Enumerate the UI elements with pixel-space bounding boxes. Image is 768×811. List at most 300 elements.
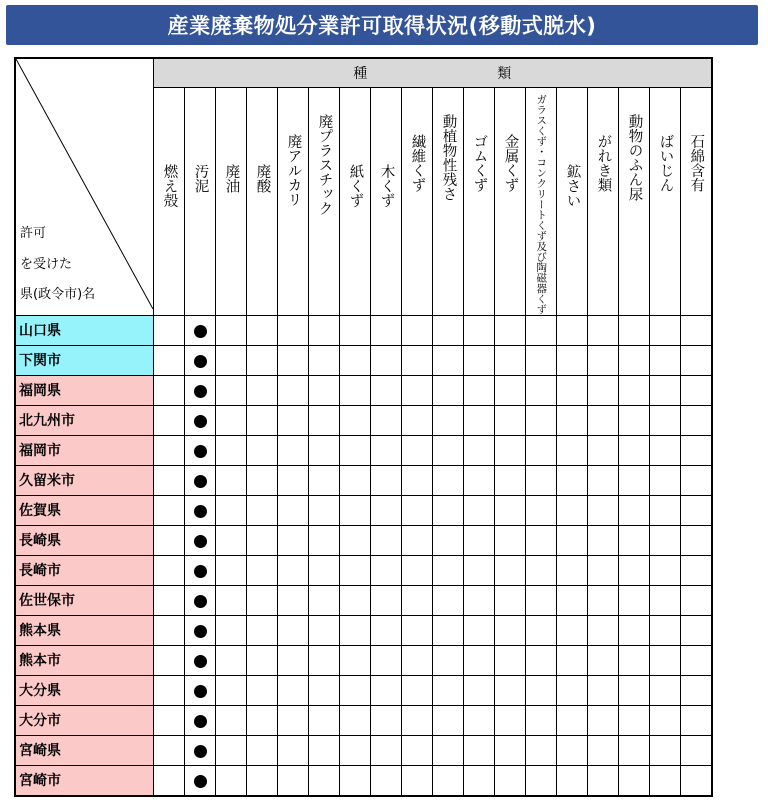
category-label: ばいじん [657, 134, 674, 192]
permit-cell [185, 315, 216, 345]
permit-cell [278, 375, 309, 405]
permit-cell [402, 525, 433, 555]
permit-cell [402, 495, 433, 525]
permit-cell [650, 585, 681, 615]
permit-cell [309, 495, 340, 525]
permit-cell [216, 465, 247, 495]
category-label: 燃え殻 [161, 164, 178, 208]
permit-cell [433, 345, 464, 375]
permit-cell [557, 645, 588, 675]
permit-cell [526, 675, 557, 705]
permit-cell [619, 555, 650, 585]
permit-cell [588, 555, 619, 585]
category-header [278, 88, 309, 316]
permit-cell [464, 525, 495, 555]
permit-cell [185, 525, 216, 555]
permit-cell [371, 675, 402, 705]
category-label: 金属くず [502, 134, 519, 192]
permit-cell [464, 765, 495, 796]
permit-cell [216, 705, 247, 735]
permit-cell [402, 375, 433, 405]
permit-cell [464, 435, 495, 465]
permit-cell [402, 615, 433, 645]
prefecture-name: 下関市 [15, 345, 154, 375]
permit-cell [154, 375, 185, 405]
permit-cell [464, 615, 495, 645]
permit-cell [402, 345, 433, 375]
permit-cell [619, 645, 650, 675]
permit-cell [619, 315, 650, 345]
permit-cell [185, 585, 216, 615]
permit-cell [402, 705, 433, 735]
permit-cell [278, 705, 309, 735]
permit-cell [371, 555, 402, 585]
permit-cell [340, 735, 371, 765]
permit-cell [402, 585, 433, 615]
permit-cell [216, 525, 247, 555]
permit-cell [588, 345, 619, 375]
permit-cell [619, 375, 650, 405]
permit-cell [495, 705, 526, 735]
permit-cell [402, 555, 433, 585]
permit-mark [194, 415, 207, 428]
permit-cell [278, 405, 309, 435]
permit-cell [247, 645, 278, 675]
permit-cell [619, 435, 650, 465]
permit-cell [154, 645, 185, 675]
permit-cell [464, 645, 495, 675]
permit-mark [194, 625, 207, 638]
permit-cell [557, 585, 588, 615]
permit-cell [216, 495, 247, 525]
category-label: 動植物性残さ [440, 114, 457, 201]
permit-cell [402, 675, 433, 705]
permit-cell [371, 465, 402, 495]
permit-cell [278, 585, 309, 615]
permit-cell [464, 345, 495, 375]
permit-cell [402, 435, 433, 465]
permit-cell [216, 765, 247, 796]
permit-cell [154, 555, 185, 585]
permit-cell [185, 345, 216, 375]
permit-cell [371, 315, 402, 345]
permit-cell [619, 585, 650, 615]
permit-cell [619, 495, 650, 525]
permit-cell [681, 465, 712, 495]
permit-cell [278, 465, 309, 495]
group-header-right: 類 [497, 66, 512, 82]
permit-cell [247, 345, 278, 375]
permit-cell [681, 315, 712, 345]
permit-cell [433, 555, 464, 585]
permit-mark [194, 565, 207, 578]
permit-cell [154, 435, 185, 465]
title-banner [6, 5, 758, 45]
permit-cell [650, 735, 681, 765]
permit-cell [433, 495, 464, 525]
permit-cell [247, 495, 278, 525]
permit-cell [681, 405, 712, 435]
permit-cell [681, 495, 712, 525]
permit-cell [309, 315, 340, 345]
permit-cell [216, 615, 247, 645]
permit-cell [588, 375, 619, 405]
permit-mark [194, 655, 207, 668]
permit-cell [371, 585, 402, 615]
permit-cell [371, 705, 402, 735]
permit-cell [681, 435, 712, 465]
permit-cell [340, 615, 371, 645]
category-label: ガラスくず・コンクリートくず及び陶磁器くず [535, 94, 548, 315]
permit-mark [194, 745, 207, 758]
permit-cell [278, 495, 309, 525]
permit-mark [194, 475, 207, 488]
permit-cell [495, 585, 526, 615]
table-row [15, 345, 712, 375]
permit-mark [194, 505, 207, 518]
category-label: ゴムくず [471, 134, 488, 192]
permit-cell [154, 675, 185, 705]
permit-cell [557, 375, 588, 405]
permit-table [14, 57, 713, 797]
permit-cell [495, 495, 526, 525]
corner-label-line2: を受けた [20, 257, 73, 272]
category-header [433, 88, 464, 316]
category-header [650, 88, 681, 316]
permit-cell [309, 675, 340, 705]
permit-cell [247, 525, 278, 555]
permit-cell [340, 645, 371, 675]
permit-cell [588, 645, 619, 675]
permit-cell [309, 405, 340, 435]
prefecture-name: 熊本県 [15, 615, 154, 645]
permit-cell [619, 675, 650, 705]
prefecture-name: 山口県 [15, 315, 154, 345]
corner-label-line1: 許可 [20, 226, 47, 241]
page-title: 産業廃棄物処分業許可取得状況(移動式脱水) [167, 14, 597, 38]
table-row [15, 675, 712, 705]
permit-cell [402, 735, 433, 765]
permit-cell [433, 735, 464, 765]
permit-cell [185, 375, 216, 405]
permit-cell [588, 615, 619, 645]
permit-cell [371, 525, 402, 555]
permit-cell [278, 675, 309, 705]
permit-cell [309, 555, 340, 585]
permit-cell [154, 405, 185, 435]
permit-cell [650, 645, 681, 675]
table-row [15, 435, 712, 465]
permit-mark [194, 385, 207, 398]
permit-cell [526, 555, 557, 585]
permit-cell [650, 525, 681, 555]
permit-cell [557, 555, 588, 585]
permit-cell [433, 705, 464, 735]
prefecture-name: 福岡県 [15, 375, 154, 405]
permit-cell [619, 465, 650, 495]
permit-cell [526, 495, 557, 525]
permit-cell [433, 405, 464, 435]
permit-cell [588, 465, 619, 495]
permit-cell [371, 645, 402, 675]
permit-cell [309, 375, 340, 405]
category-label: 石綿含有 [688, 134, 705, 192]
permit-cell [588, 525, 619, 555]
permit-cell [619, 405, 650, 435]
category-header [309, 88, 340, 316]
permit-cell [495, 345, 526, 375]
permit-cell [619, 525, 650, 555]
permit-cell [681, 765, 712, 796]
permit-cell [247, 615, 278, 645]
category-header [464, 88, 495, 316]
permit-mark [194, 445, 207, 458]
table-row [15, 405, 712, 435]
permit-cell [588, 705, 619, 735]
category-header [154, 88, 185, 316]
permit-cell [340, 315, 371, 345]
permit-cell [154, 465, 185, 495]
permit-cell [216, 585, 247, 615]
permit-cell [557, 495, 588, 525]
prefecture-name: 佐賀県 [15, 495, 154, 525]
category-label: 紙くず [347, 164, 364, 208]
permit-cell [526, 645, 557, 675]
prefecture-name: 福岡市 [15, 435, 154, 465]
permit-cell [309, 585, 340, 615]
permit-mark [194, 535, 207, 548]
permit-cell [247, 435, 278, 465]
permit-cell [650, 675, 681, 705]
permit-cell [588, 585, 619, 615]
permit-cell [495, 375, 526, 405]
category-header [557, 88, 588, 316]
permit-cell [495, 555, 526, 585]
permit-cell [464, 585, 495, 615]
permit-cell [309, 345, 340, 375]
category-label: 鉱さい [564, 164, 581, 208]
permit-cell [154, 765, 185, 796]
permit-cell [681, 585, 712, 615]
permit-cell [433, 375, 464, 405]
permit-cell [154, 345, 185, 375]
permit-cell [340, 555, 371, 585]
permit-cell [402, 465, 433, 495]
category-label: 汚泥 [192, 164, 209, 193]
category-label: 廃油 [223, 164, 240, 193]
permit-cell [371, 615, 402, 645]
prefecture-name: 大分市 [15, 705, 154, 735]
permit-cell [247, 405, 278, 435]
permit-cell [650, 705, 681, 735]
category-header [216, 88, 247, 316]
permit-cell [495, 615, 526, 645]
permit-cell [557, 435, 588, 465]
permit-cell [619, 765, 650, 796]
category-label: 廃プラスチック [316, 114, 333, 216]
permit-cell [588, 765, 619, 796]
permit-mark [194, 685, 207, 698]
table-row [15, 555, 712, 585]
permit-cell [681, 345, 712, 375]
permit-cell [588, 315, 619, 345]
permit-cell [681, 615, 712, 645]
permit-cell [309, 525, 340, 555]
permit-cell [371, 435, 402, 465]
permit-cell [185, 645, 216, 675]
permit-cell [526, 705, 557, 735]
permit-cell [464, 465, 495, 495]
permit-cell [185, 555, 216, 585]
permit-cell [371, 375, 402, 405]
permit-cell [557, 675, 588, 705]
permit-cell [247, 705, 278, 735]
permit-cell [650, 315, 681, 345]
permit-cell [278, 615, 309, 645]
permit-cell [185, 675, 216, 705]
permit-cell [185, 735, 216, 765]
permit-cell [216, 435, 247, 465]
permit-cell [495, 465, 526, 495]
permit-cell [650, 495, 681, 525]
permit-cell [433, 465, 464, 495]
table-row [15, 465, 712, 495]
permit-cell [247, 555, 278, 585]
permit-mark [194, 325, 207, 338]
permit-cell [247, 585, 278, 615]
permit-cell [154, 705, 185, 735]
category-header [619, 88, 650, 316]
category-header [495, 88, 526, 316]
permit-cell [650, 765, 681, 796]
permit-cell [154, 525, 185, 555]
permit-cell [650, 375, 681, 405]
permit-cell [495, 315, 526, 345]
permit-cell [185, 435, 216, 465]
permit-cell [464, 705, 495, 735]
permit-cell [278, 765, 309, 796]
permit-cell [650, 555, 681, 585]
category-header [526, 88, 557, 316]
permit-cell [309, 765, 340, 796]
group-header-left: 種 [353, 66, 368, 82]
permit-cell [681, 735, 712, 765]
permit-cell [154, 585, 185, 615]
table-row [15, 375, 712, 405]
table-row [15, 705, 712, 735]
permit-cell [557, 525, 588, 555]
permit-cell [185, 405, 216, 435]
permit-cell [464, 495, 495, 525]
permit-cell [588, 735, 619, 765]
table-row [15, 615, 712, 645]
permit-cell [340, 435, 371, 465]
permit-cell [681, 555, 712, 585]
permit-cell [371, 495, 402, 525]
permit-cell [464, 375, 495, 405]
permit-cell [681, 705, 712, 735]
permit-cell [309, 645, 340, 675]
permit-mark [194, 775, 207, 788]
permit-cell [340, 375, 371, 405]
permit-cell [340, 705, 371, 735]
prefecture-name: 熊本市 [15, 645, 154, 675]
permit-cell [495, 765, 526, 796]
permit-cell [650, 405, 681, 435]
permit-cell [216, 375, 247, 405]
permit-cell [588, 675, 619, 705]
permit-cell [495, 525, 526, 555]
permit-cell [526, 435, 557, 465]
category-header [340, 88, 371, 316]
permit-cell [433, 645, 464, 675]
permit-cell [619, 735, 650, 765]
permit-cell [278, 735, 309, 765]
permit-cell [588, 495, 619, 525]
permit-cell [526, 615, 557, 645]
permit-cell [371, 345, 402, 375]
permit-cell [278, 525, 309, 555]
permit-cell [278, 645, 309, 675]
permit-cell [340, 675, 371, 705]
permit-cell [247, 375, 278, 405]
permit-cell [154, 315, 185, 345]
permit-cell [340, 345, 371, 375]
permit-cell [309, 615, 340, 645]
permit-cell [495, 735, 526, 765]
permit-cell [495, 645, 526, 675]
category-label: 繊維くず [409, 134, 426, 192]
permit-cell [495, 405, 526, 435]
permit-cell [278, 315, 309, 345]
permit-cell [340, 465, 371, 495]
permit-cell [557, 765, 588, 796]
permit-cell [526, 315, 557, 345]
permit-cell [340, 585, 371, 615]
prefecture-name: 北九州市 [15, 405, 154, 435]
permit-cell [681, 645, 712, 675]
permit-cell [278, 435, 309, 465]
permit-cell [216, 645, 247, 675]
table-row [15, 585, 712, 615]
permit-cell [526, 465, 557, 495]
permit-cell [185, 495, 216, 525]
permit-cell [247, 735, 278, 765]
permit-cell [371, 735, 402, 765]
permit-cell [154, 735, 185, 765]
permit-cell [433, 585, 464, 615]
category-label: 動物のふん尿 [626, 114, 643, 201]
permit-mark [194, 355, 207, 368]
permit-cell [433, 675, 464, 705]
table-row [15, 495, 712, 525]
permit-cell [681, 375, 712, 405]
permit-cell [371, 765, 402, 796]
permit-cell [309, 735, 340, 765]
category-header [371, 88, 402, 316]
table-row [15, 735, 712, 765]
permit-cell [309, 435, 340, 465]
permit-cell [247, 765, 278, 796]
permit-cell [650, 435, 681, 465]
permit-cell [340, 495, 371, 525]
table-row [15, 765, 712, 796]
permit-cell [185, 615, 216, 645]
category-label: 木くず [378, 164, 395, 208]
corner-label-line3: 県(政令市)名 [20, 287, 96, 302]
permit-cell [526, 375, 557, 405]
permit-cell [247, 465, 278, 495]
